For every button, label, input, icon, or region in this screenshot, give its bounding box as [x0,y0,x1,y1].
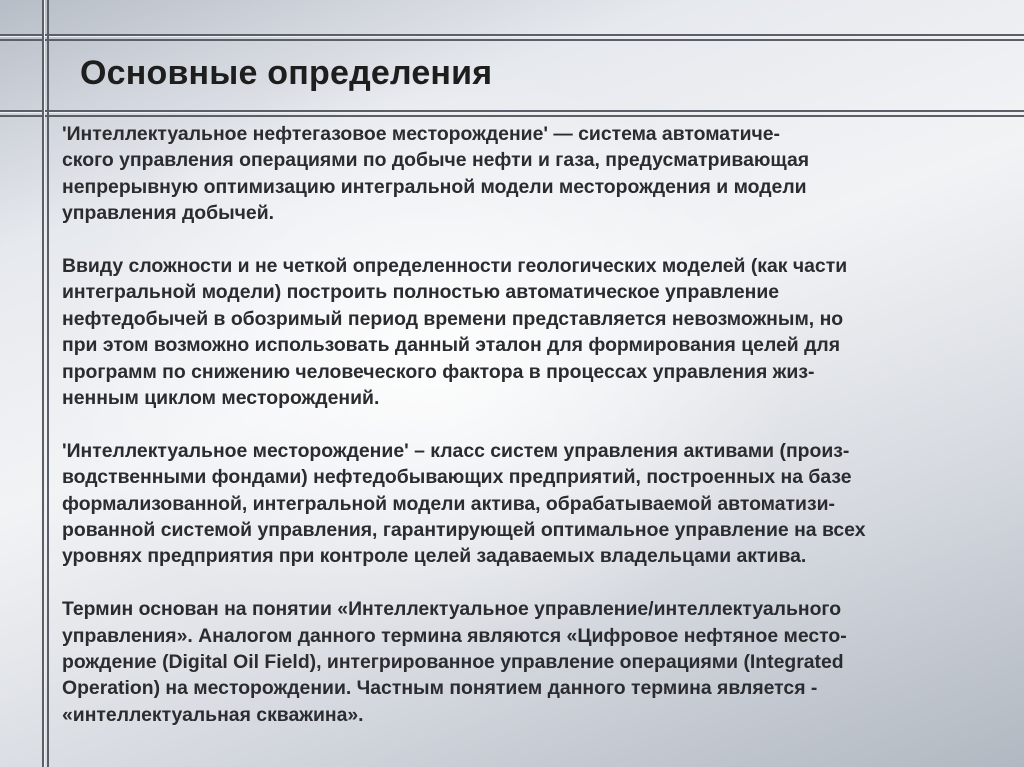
text-line: Ввиду сложности и не четкой определенности геологических моделей (как части [62,255,848,278]
text-line: ненным циклом месторождений. [62,387,380,410]
slide-title: Основные определения [80,54,493,92]
text-line: Operation) на месторождении. Частным понятием данного термина является - [62,677,818,700]
slide-body [62,121,998,755]
definition-paragraph-1 [62,121,998,227]
text-line: ского управления операциями по добыче нефти и газа, предусматривающая [62,149,810,172]
text-line: Термин основан на понятии «Интеллектуальное управление/интеллектуального [62,598,842,621]
frame-line-top-6 [0,115,1024,117]
frame-line-top-5 [0,112,1024,113]
text-line: уровнях предприятия при контроле целей задаваемых владельцами актива. [62,545,807,568]
text-line: «интеллектуальная скважина». [62,703,364,726]
text-line: 'Интеллектуальное месторождение' – класс систем управления активами (произ- [62,439,850,462]
text-line: водственными фондами) нефтедобывающих предприятий, построенных на базе [62,466,852,489]
term-paragraph-4 [62,596,998,728]
text-line: программ по снижению человеческого фактора в процессах управления жиз- [62,360,815,383]
text-line: рождение (Digital Oil Field), интегрированное управление операциями (Integrated [62,651,844,674]
frame-line-top-3 [0,39,1024,41]
definition-paragraph-3 [62,438,998,570]
text-line: при этом возможно использовать данный эталон для формирования целей для [62,334,841,357]
text-line: интегральной модели) построить полностью автоматическое управление [62,281,780,304]
frame-line-left-3 [47,0,49,767]
frame-line-left-2 [44,0,45,767]
text-line: формализованной, интегральной модели актива, обрабатываемой автоматизи- [62,492,835,515]
text-line: непрерывную оптимизацию интегральной модели месторождения и модели [62,175,807,198]
frame-line-top-2 [0,36,1024,37]
text-line: рованной системой управления, гарантирующей оптимальное управление на всех [62,519,866,542]
explanation-paragraph-2 [62,253,998,411]
text-line: управления добычей. [62,202,275,225]
text-line: нефтедобычей в обозримый период времени представляется невозможным, но [62,307,844,330]
text-line: 'Интеллектуальное нефтегазовое месторождение' — система автоматиче- [62,123,780,145]
text-line: управления». Аналогом данного термина являются «Цифровое нефтяное место- [62,624,847,647]
